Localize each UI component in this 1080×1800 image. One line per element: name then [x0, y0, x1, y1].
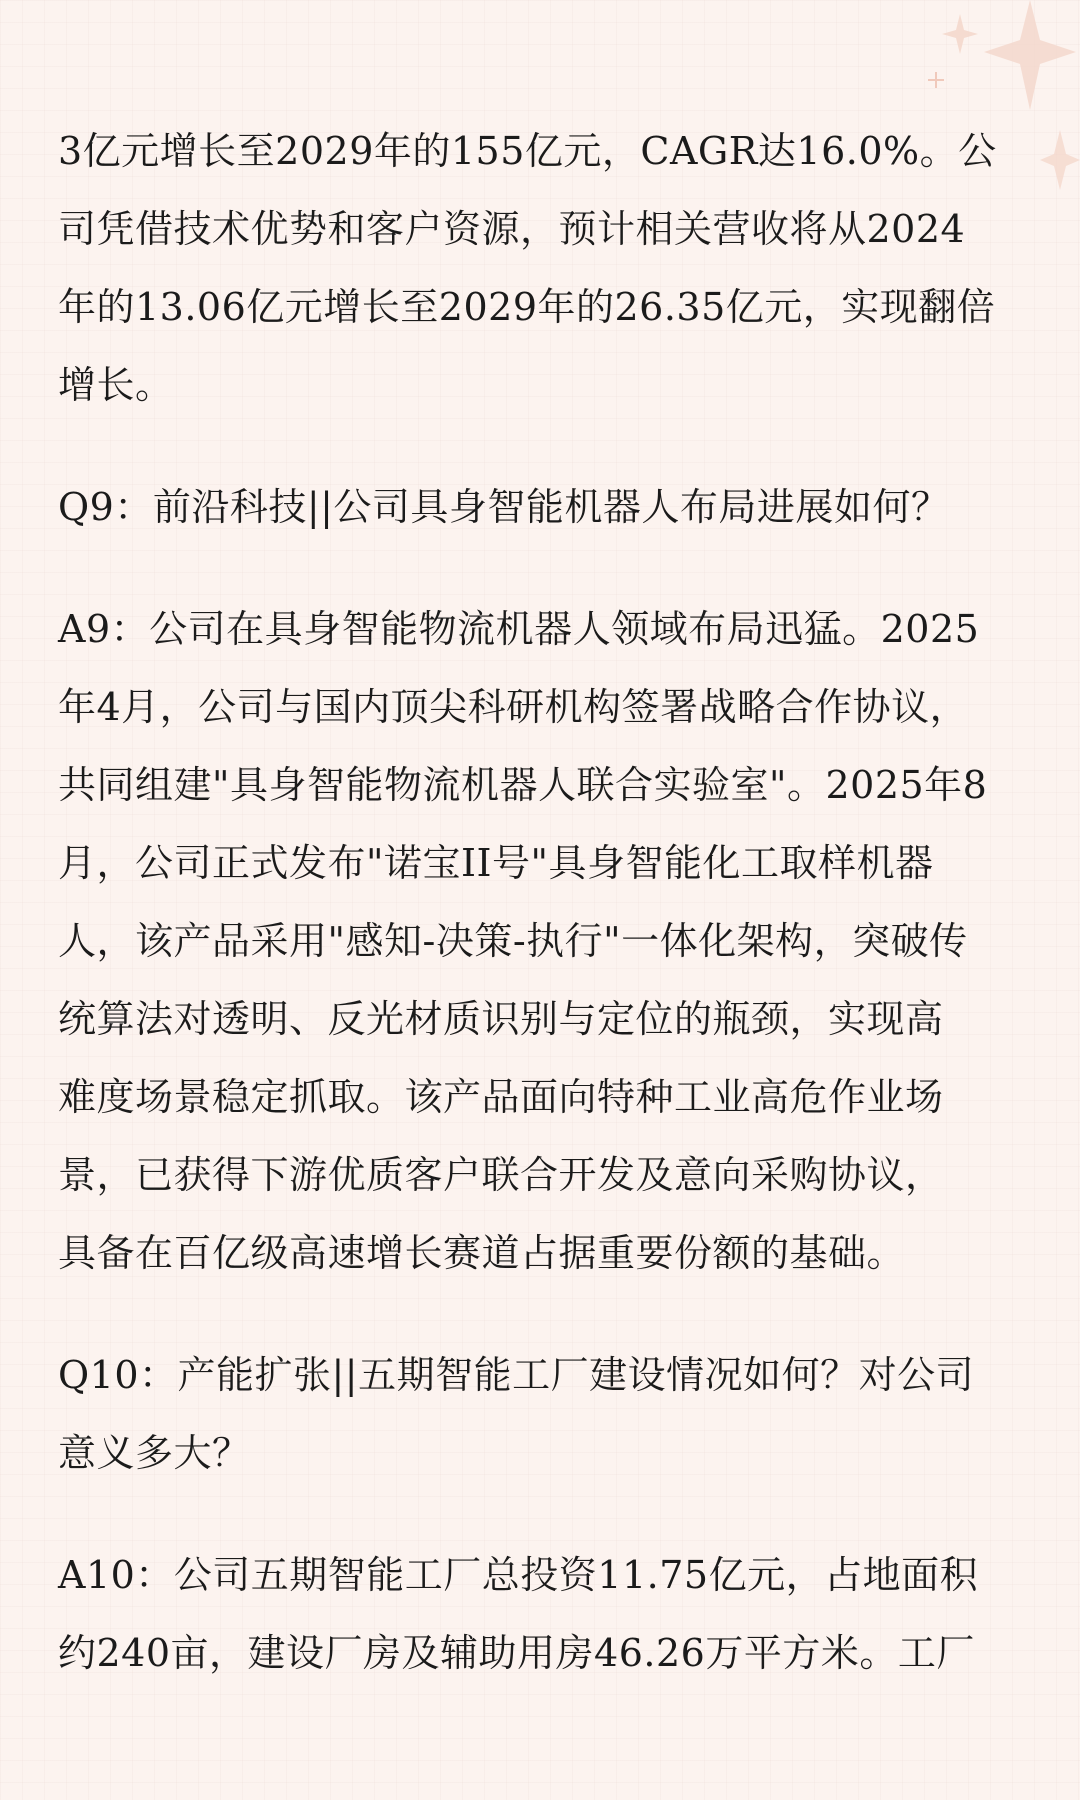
answer-a9	[58, 590, 1018, 1292]
text-line: 约240亩，建设厂房及辅助用房46.26万平方米。工厂	[58, 1631, 975, 1675]
question-q9	[58, 468, 1018, 546]
paragraph-spacer	[58, 1292, 1018, 1336]
tiny-plus-icon	[928, 72, 944, 88]
text-line: 具备在百亿级高速增长赛道占据重要份额的基础。	[58, 1231, 906, 1275]
text-line: 司凭借技术优势和客户资源，预计相关营收将从2024	[58, 207, 966, 251]
text-line: 年4月，公司与国内顶尖科研机构签署战略合作协议，	[58, 685, 969, 729]
text-line: 统算法对透明、反光材质识别与定位的瓶颈，实现高	[58, 997, 944, 1041]
text-line: 景，已获得下游优质客户联合开发及意向采购协议，	[58, 1153, 944, 1197]
article-body	[58, 112, 1018, 1692]
answer-a10	[58, 1536, 1018, 1692]
text-line: A10：公司五期智能工厂总投资11.75亿元，占地面积	[58, 1553, 979, 1597]
text-line: 意义多大？	[58, 1431, 251, 1475]
text-line: 增长。	[58, 363, 174, 407]
text-line: Q10：产能扩张||五期智能工厂建设情况如何？对公司	[58, 1353, 975, 1397]
text-line: A9：公司在具身智能物流机器人领域布局迅猛。2025	[58, 607, 980, 651]
text-line: 月，公司正式发布"诺宝II号"具身智能化工取样机器	[58, 841, 934, 885]
sparkle-star-icon	[984, 0, 1076, 110]
paragraph-spacer	[58, 1492, 1018, 1536]
paragraph-spacer	[58, 424, 1018, 468]
paragraph-spacer	[58, 546, 1018, 590]
text-line: 年的13.06亿元增长至2029年的26.35亿元，实现翻倍	[58, 285, 996, 329]
sparkle-icon	[1040, 130, 1080, 190]
question-q10	[58, 1336, 1018, 1492]
text-line: 人，该产品采用"感知-决策-执行"一体化架构，突破传	[58, 919, 968, 963]
text-line: 难度场景稳定抓取。该产品面向特种工业高危作业场	[58, 1075, 944, 1119]
paragraph-continuation	[58, 112, 1018, 424]
small-sparkle-icon	[942, 14, 978, 54]
text-line: Q9：前沿科技||公司具身智能机器人布局进展如何？	[58, 485, 950, 529]
text-line: 3亿元增长至2029年的155亿元，CAGR达16.0%。公	[58, 129, 997, 173]
text-line: 共同组建"具身智能物流机器人联合实验室"。2025年8	[58, 763, 988, 807]
